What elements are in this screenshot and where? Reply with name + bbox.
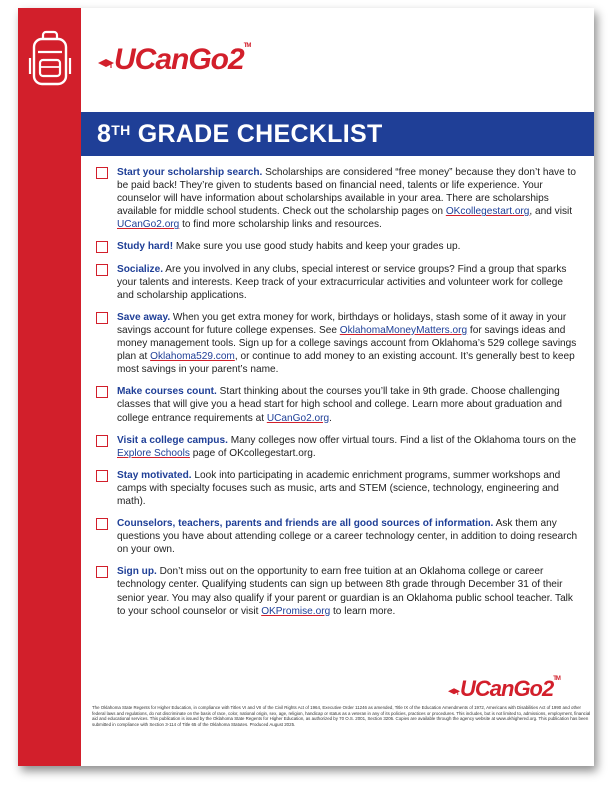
title-bar	[81, 112, 594, 156]
checkbox[interactable]	[96, 241, 108, 253]
graduation-cap-icon	[448, 676, 460, 702]
moneymatters-link[interactable]: OklahomaMoneyMatters.org	[339, 324, 468, 336]
checkbox[interactable]	[96, 518, 108, 530]
logo-text: UCanGo2	[114, 43, 244, 76]
checklist-item-signup: Sign up. Don’t miss out on the opportunity to earn free tuition at an Oklahoma college or career technology center. Qualifying students can sign up between 8th grade through December 31 of their senior year. You may also qualify if your parent or guardian is an Oklahoma public school teacher. Talk to your school counselor or visit OKPromise.org to learn more.	[96, 565, 578, 617]
checklist-page	[18, 8, 594, 766]
checkbox[interactable]	[96, 566, 108, 578]
logo-text: UCanGo2	[460, 676, 554, 701]
legal-footer: The Oklahoma State Regents for Higher Education, in compliance with Titles VI and VII of the Civil Rights Act of 1964, Executive Order 11246 as amended, Title IX of the Education Amendments of 1972, Americans with Disabilities Act of 1990 and other federal laws and regulations, do not discriminate on the basis of race, color, national origin, sex, age, religion, handicap or status as a veteran in any of its policies, practices or procedures. This includes, but is not limited to, admissions, employment, financial aid and educational services. This publication is issued by the Oklahoma State Regents for Higher Education, as authorized by 70 O.S. 2001, Section 3206. Copies are available through the agency website at www.okhighered.org. This publication has been submitted in compliance with Section 3-114 of Title 65 of the Oklahoma Statutes. Produced August 2025.	[92, 705, 591, 727]
checkbox[interactable]	[96, 167, 108, 179]
red-sidebar	[18, 8, 81, 766]
ucango2-link[interactable]: UCanGo2.org	[117, 219, 180, 231]
graduation-cap-icon	[98, 43, 114, 77]
checkbox[interactable]	[96, 312, 108, 324]
logo-tm: TM	[243, 43, 251, 49]
checklist-item-scholarship: Start your scholarship search. Scholarships are considered “free money” because they don’t have to be paid back! They’re given to students based on financial need, talents or life experience. Your counselor will have information about scholarships available in your area. There are scholarships available for middle school students. Check out the scholarship pages on OKcollegestart.org, and visit UCanGo2.org to find more scholarship links and resources.	[96, 166, 578, 231]
ucango2-logo-bottom	[448, 676, 560, 702]
checklist-item-save: Save away. When you get extra money for work, birthdays or holidays, stash some of it away in your savings account for future college expenses. See OklahomaMoneyMatters.org for savings ideas and money management tools. Sign up for a college savings account from Oklahoma’s 529 college savings plan at Oklahoma529.com, or continue to add money to an existing account. It’s generally best to keep most savings in your parent’s name.	[96, 311, 578, 376]
checkbox[interactable]	[96, 264, 108, 276]
checklist-item-socialize: Socialize. Are you involved in any clubs, special interest or service groups? Find a group that sparks your talents and interests. Keep track of your extracurricular activities and volunteer work for college and scholarship applications.	[96, 263, 578, 302]
checkbox[interactable]	[96, 386, 108, 398]
ucango2-link[interactable]: UCanGo2.org	[266, 412, 330, 424]
oklahoma529-link[interactable]: Oklahoma529.com	[150, 351, 235, 363]
ucango2-logo-top	[98, 43, 250, 77]
okcollegestart-link[interactable]: OKcollegestart.org	[445, 206, 530, 218]
checklist-item-courses: Make courses count. Start thinking about the courses you’ll take in 9th grade. Choose challenging classes that will give you a head start for high school and college. Learn more about graduation and college entrance requirements at UCanGo2.org.	[96, 385, 578, 424]
page-title: 8TH GRADE CHECKLIST	[97, 120, 383, 148]
checkbox[interactable]	[96, 470, 108, 482]
backpack-icon	[28, 30, 72, 88]
logo-tm: TM	[553, 676, 560, 682]
checklist-item-study: Study hard! Make sure you use good study habits and keep your grades up.	[96, 240, 578, 253]
okpromise-link[interactable]: OKPromise.org	[261, 605, 331, 617]
checklist	[96, 166, 578, 627]
checklist-item-motivated: Stay motivated. Look into participating in academic enrichment programs, summer workshops and camps with specialty focuses such as music, arts and STEM (science, technology, engineering and math).	[96, 469, 578, 508]
checklist-item-campus: Visit a college campus. Many colleges now offer virtual tours. Find a list of the Oklahoma tours on the Explore Schools page of OKcollegestart.org.	[96, 434, 578, 460]
checklist-item-sources: Counselors, teachers, parents and friends are all good sources of information. Ask them any questions you have about attending college or a career technology center, in addition to doing research on your own.	[96, 517, 578, 556]
checkbox[interactable]	[96, 435, 108, 447]
explore-schools-link[interactable]: Explore Schools	[117, 447, 190, 459]
